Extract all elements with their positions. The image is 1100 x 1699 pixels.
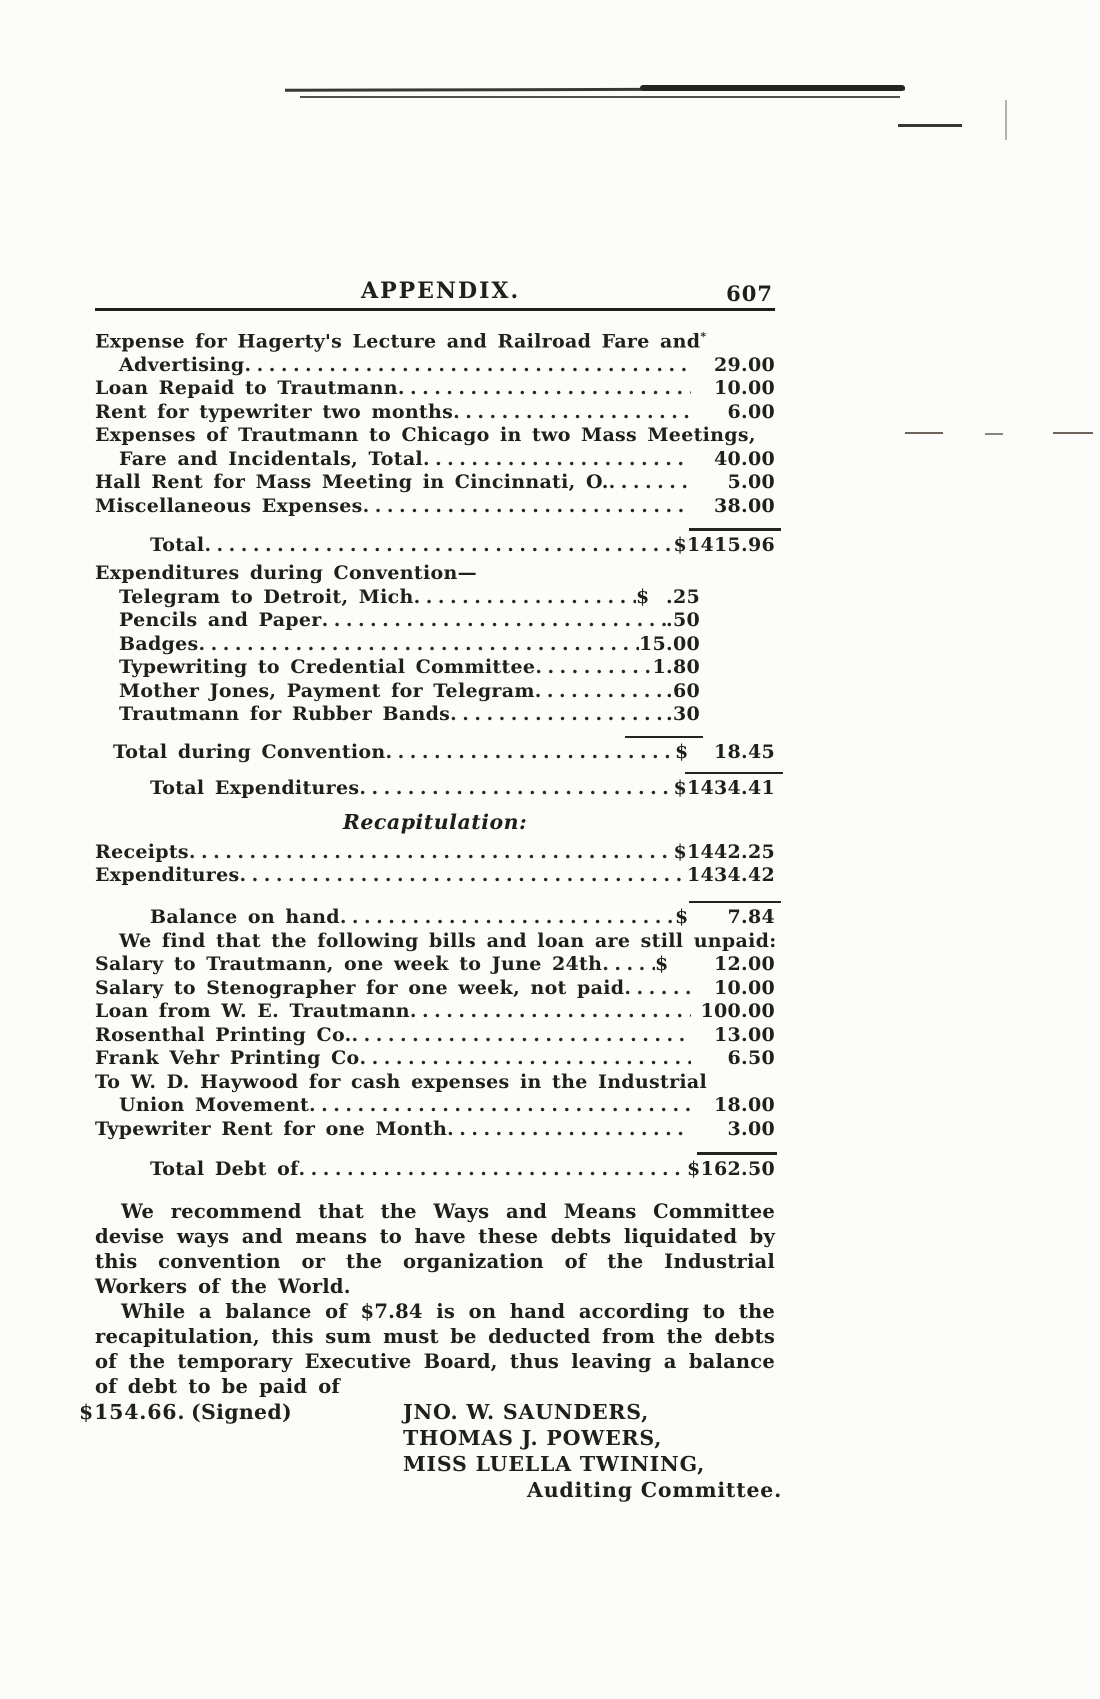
- dot-leader: [240, 864, 687, 888]
- page-number: 607: [726, 281, 773, 306]
- row-label: Hall Rent for Mass Meeting in Cincinnati, O.: [95, 471, 609, 494]
- row-label: Badges: [119, 632, 199, 655]
- footnote-mark: *: [700, 330, 707, 343]
- ledger-row: [95, 1094, 775, 1118]
- closing-paragraph-2: While a balance of $7.84 is on hand according to the recapitulation, this sum must be deducted from the debts of the temporary Executive Board, thus leaving a balance of debt to be paid of: [95, 1300, 775, 1399]
- ledger-row: [95, 424, 775, 448]
- ledger-row: [95, 609, 775, 633]
- row-amount: 5.00: [727, 471, 775, 494]
- signed-label: (Signed): [191, 1400, 293, 1425]
- dot-leader: [360, 1047, 691, 1071]
- ledger-row: [95, 1000, 775, 1024]
- row-amount: .30: [666, 703, 700, 726]
- total-label: Total Debt of: [150, 1157, 299, 1180]
- signature-block: [79, 1399, 783, 1503]
- row-amount: 15.00: [639, 632, 700, 655]
- unpaid-intro: We find that the following bills and loan are still unpaid:: [119, 929, 777, 952]
- total-row: [95, 534, 775, 558]
- dot-leader: [386, 741, 675, 765]
- dot-leader: [340, 906, 675, 930]
- row-amount: $ .25: [636, 585, 700, 608]
- total-row: [95, 906, 775, 930]
- row-label: Typewriting to Credential Committee: [119, 656, 536, 679]
- scan-margin-dash: [905, 432, 943, 434]
- row-label: Rosenthal Printing Co.: [95, 1023, 352, 1046]
- dot-leader: [535, 656, 652, 680]
- ledger-row: [95, 401, 775, 425]
- dot-leader: [602, 953, 655, 977]
- row-label: Advertising: [119, 353, 245, 376]
- total-amount: $ 18.45: [675, 741, 775, 764]
- ledger-row: [95, 354, 775, 378]
- signature-row: [79, 1399, 775, 1425]
- total-amount: $1434.41: [673, 777, 775, 800]
- row-label: Pencils and Paper: [119, 609, 322, 632]
- ledger-row: [95, 680, 775, 704]
- row-label: Expenditures: [95, 864, 240, 887]
- row-label: Telegram to Detroit, Mich: [119, 585, 414, 608]
- row-label: Loan Repaid to Trautmann: [95, 377, 398, 400]
- dot-leader: [453, 401, 691, 425]
- debt-balance-amount: $154.66.: [79, 1400, 186, 1425]
- row-label: Miscellaneous Expenses: [95, 494, 363, 517]
- total-row: [95, 741, 775, 765]
- dot-leader: [204, 534, 673, 558]
- total-amount: $162.50: [686, 1157, 775, 1180]
- row-amount: 6.50: [727, 1047, 775, 1070]
- committee-label: Auditing Committee.: [527, 1478, 783, 1503]
- row-label: To W. D. Haywood for cash expenses in the Industrial: [95, 1070, 708, 1093]
- page-header: [95, 276, 775, 311]
- row-amount: 38.00: [714, 494, 775, 517]
- dot-leader: [414, 586, 636, 610]
- dot-leader: [624, 977, 691, 1001]
- dot-leader: [535, 680, 666, 704]
- ledger-row: [95, 495, 775, 519]
- ledger-row: [95, 656, 775, 680]
- total-label: Total during Convention: [113, 741, 386, 764]
- row-amount: .50: [666, 609, 700, 632]
- ledger-row: [95, 1024, 775, 1048]
- row-label: Salary to Stenographer for one week, not paid: [95, 976, 625, 999]
- ledger-row: [95, 1071, 775, 1095]
- convention-section: [95, 562, 775, 801]
- total-row: [95, 1158, 775, 1182]
- recapitulation-section: [95, 810, 775, 1182]
- row-amount: $1442.25: [673, 840, 775, 863]
- dot-leader: [244, 354, 691, 378]
- row-label: Expense for Hagerty's Lecture and Railroad Fare and*: [95, 330, 707, 353]
- dot-leader: [322, 609, 666, 633]
- row-amount: 6.00: [727, 400, 775, 423]
- row-amount: 10.00: [714, 976, 775, 999]
- total-amount: $ 7.84: [675, 906, 775, 929]
- row-label: Rent for typewriter two months: [95, 400, 454, 423]
- ledger-rule: [697, 1152, 777, 1155]
- dot-leader: [410, 1000, 691, 1024]
- dot-leader: [609, 471, 691, 495]
- row-label: Salary to Trautmann, one week to June 24th: [95, 953, 603, 976]
- row-amount: 10.00: [714, 377, 775, 400]
- currency-sign: $: [655, 953, 669, 976]
- row-amount: .60: [666, 679, 700, 702]
- ledger-row: [95, 864, 775, 888]
- row-amount: 18.00: [714, 1094, 775, 1117]
- row-amount: 1434.42: [686, 864, 775, 887]
- page-title: APPENDIX.: [361, 278, 521, 304]
- row-label: Expenses of Trautmann to Chicago in two Mass Meetings,: [95, 424, 756, 447]
- ledger-row: [95, 977, 775, 1001]
- dot-leader: [450, 703, 666, 727]
- signature-name: JNO. W. SAUNDERS,: [403, 1400, 650, 1425]
- row-label: Loan from W. E. Trautmann: [95, 1000, 410, 1023]
- dot-leader: [447, 1118, 691, 1142]
- dot-leader: [359, 777, 673, 801]
- row-amount: 13.00: [714, 1023, 775, 1046]
- total-label: Balance on hand: [150, 906, 340, 929]
- dot-leader: [299, 1158, 687, 1182]
- row-label: Trautmann for Rubber Bands: [119, 703, 451, 726]
- currency-sign: $: [675, 906, 689, 929]
- closing-section: [79, 1199, 783, 1503]
- ledger-row: [95, 953, 775, 977]
- row-amount: 40.00: [714, 447, 775, 470]
- scan-margin-dash-2: [1053, 432, 1093, 434]
- ledger-row: [95, 841, 775, 865]
- section-heading: Expenditures during Convention—: [95, 562, 477, 585]
- signature-name: THOMAS J. POWERS,: [403, 1426, 663, 1451]
- dot-leader: [352, 1024, 691, 1048]
- ledger-rule: [625, 736, 703, 739]
- row-label: Mother Jones, Payment for Telegram: [119, 679, 535, 702]
- total-amount: $1415.96: [673, 533, 775, 556]
- row-label: Typewriter Rent for one Month: [95, 1117, 448, 1140]
- scan-edge-mark: [1005, 100, 1007, 140]
- dot-leader: [398, 377, 691, 401]
- ledger-row: [95, 325, 775, 354]
- scan-margin-dot: [985, 433, 1003, 435]
- total-label: Total Expenditures: [150, 777, 360, 800]
- ledger-rule: [689, 901, 781, 904]
- ledger-rule: [689, 528, 781, 531]
- row-amount: 100.00: [700, 1000, 775, 1023]
- row-amount: 1.80: [652, 656, 700, 679]
- row-label: Receipts: [95, 840, 189, 863]
- scan-thin-line: [300, 96, 900, 98]
- ledger-section-1: [95, 325, 775, 557]
- ledger-row: [95, 586, 775, 610]
- closing-paragraph-1: We recommend that the Ways and Means Committee devise ways and means to have these debts liquidated by this convention or the organization of the Industrial Workers of the World.: [95, 1200, 775, 1299]
- dot-leader: [309, 1094, 691, 1118]
- currency-sign: $: [675, 741, 689, 764]
- scan-short-line: [898, 124, 962, 127]
- total-row: [95, 777, 775, 801]
- ledger-row: [95, 633, 775, 657]
- row-amount: $ 12.00: [655, 953, 775, 976]
- ledger-row: [95, 1118, 775, 1142]
- signature-name: MISS LUELLA TWINING,: [403, 1452, 706, 1477]
- ledger-row: [95, 377, 775, 401]
- row-amount: 3.00: [727, 1117, 775, 1140]
- page-content: [79, 276, 783, 1503]
- row-label: Frank Vehr Printing Co: [95, 1047, 360, 1070]
- dot-leader: [189, 841, 674, 865]
- total-label: Total: [150, 533, 205, 556]
- row-amount: 29.00: [714, 353, 775, 376]
- row-label: Union Movement: [119, 1094, 310, 1117]
- scan-smudge-blob: [640, 85, 905, 91]
- ledger-rule: [685, 772, 783, 775]
- dot-leader: [199, 633, 639, 657]
- dot-leader: [423, 448, 691, 472]
- ledger-row: [95, 703, 775, 727]
- recapitulation-heading: Recapitulation:: [342, 809, 528, 834]
- ledger-row: [95, 1047, 775, 1071]
- ledger-row: [95, 448, 775, 472]
- currency-sign: $: [636, 585, 650, 608]
- ledger-row: [95, 471, 775, 495]
- dot-leader: [363, 495, 691, 519]
- row-label: Fare and Incidentals, Total: [119, 447, 423, 470]
